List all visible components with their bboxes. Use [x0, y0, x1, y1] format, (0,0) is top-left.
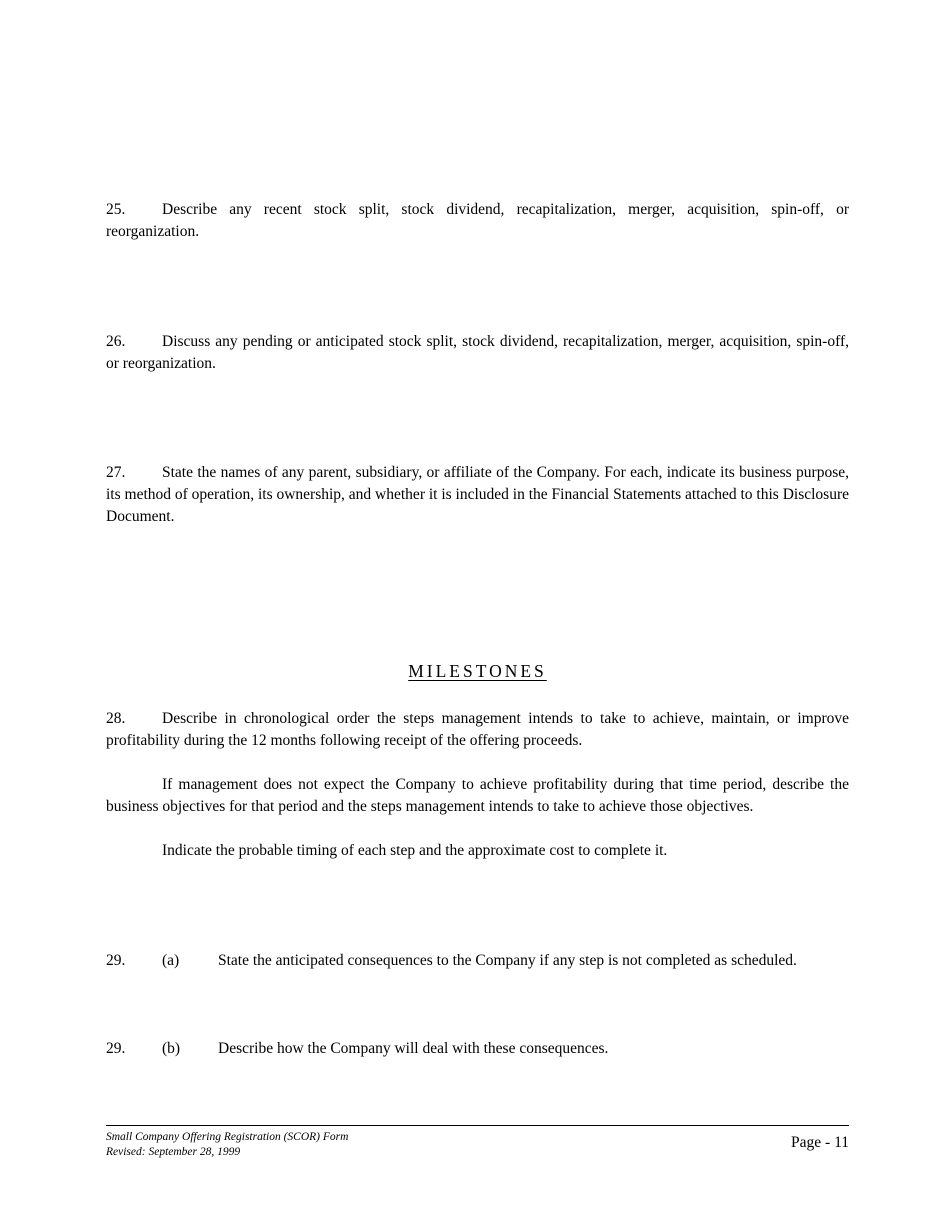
- item-28-paragraph-3: Indicate the probable timing of each step and the approximate cost to complete it.: [162, 842, 668, 859]
- footer-form-info: [106, 1130, 348, 1160]
- item-29b-text: Describe how the Company will deal with these consequences.: [218, 1040, 609, 1057]
- footer-form-name: Small Company Offering Registration (SCOR) Form: [106, 1131, 349, 1143]
- item-25: [106, 199, 849, 243]
- item-27-text: State the names of any parent, subsidiary, or affiliate of the Company. For each, indicate its business purpose, its method of operation, its ownership, and whether it is included in the Financial Statements attached to this Disclosure Document.: [106, 464, 849, 525]
- page-number: Page - 11: [791, 1134, 849, 1151]
- item-29a: [106, 950, 849, 972]
- item-28-number: 28.: [106, 710, 126, 727]
- item-27: [106, 462, 849, 528]
- page-footer: [106, 1125, 849, 1160]
- item-29b: [106, 1038, 849, 1060]
- milestones-heading: MILESTONES: [408, 661, 547, 681]
- item-28-text: Describe in chronological order the steps management intends to take to achieve, maintain, or improve profitability during the 12 months following receipt of the offering proceeds.: [106, 710, 849, 749]
- item-27-number: 27.: [106, 464, 126, 481]
- footer-revision-date: Revised: September 28, 1999: [106, 1146, 241, 1158]
- item-28: [106, 708, 849, 752]
- item-26-text: Discuss any pending or anticipated stock split, stock dividend, recapitalization, merger, acquisition, spin-off, or reorganization.: [106, 333, 849, 372]
- item-29a-text: State the anticipated consequences to the Company if any step is not completed as scheduled.: [218, 952, 797, 969]
- item-29b-letter: (b): [162, 1040, 181, 1057]
- item-29a-number: 29.: [106, 952, 126, 969]
- item-25-text: Describe any recent stock split, stock dividend, recapitalization, merger, acquisition, spin-off, or reorganization.: [106, 201, 849, 240]
- item-29b-number: 29.: [106, 1040, 126, 1057]
- item-26-number: 26.: [106, 333, 126, 350]
- item-26: [106, 331, 849, 375]
- item-25-number: 25.: [106, 201, 126, 218]
- item-29a-letter: (a): [162, 952, 180, 969]
- item-28-paragraph-2: If management does not expect the Company to achieve profitability during that time period, describe the business objectives for that period and the steps management intends to take to achieve those objectives.: [106, 776, 849, 815]
